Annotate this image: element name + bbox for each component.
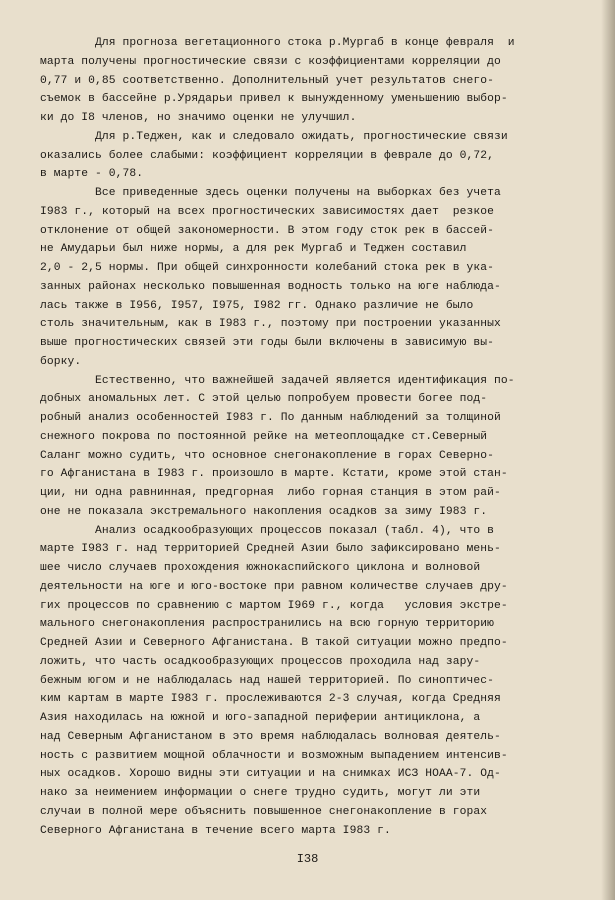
text-line: 0,77 и 0,85 соответственно. Дополнительный учет результатов снего- [40,74,495,87]
text-line: ложить, что часть осадкообразующих процессов проходила над зару- [40,655,481,668]
text-line: оне не показала экстремального накопления осадков за зиму I983 г. [40,505,488,518]
text-line: ность с развитием мощной облачности и возможным выпадением интенсив- [40,749,508,762]
text-line: Все приведенные здесь оценки получены на выборках без учета [40,187,501,199]
body-text [40,34,580,840]
text-line: 2,0 - 2,5 нормы. При общей синхронности колебаний стока рек в ука- [40,262,495,274]
text-line: бежным югом и не наблюдалась над нашей территорией. По синоптичес- [40,674,495,687]
text-line: I983 г., который на всех прогностических зависимостях дает резкое [40,205,495,218]
text-line: гих процессов по сравнению с мартом I969 г., когда условия экстре- [40,599,508,612]
text-line: мального снегонакопления распространились на всю горную территорию [40,618,495,631]
text-line: занных районах несколько повышенная водность только на юге наблюда- [40,280,501,293]
text-line: ким картам в марте I983 г. прослеживаются 2-3 случая, когда Средняя [40,693,501,706]
text-line: го Афганистана в I983 г. произошло в марте. Кстати, кроме этой стан- [40,468,508,481]
text-line: Естественно, что важнейшей задачей является идентификация по- [40,374,515,387]
text-line: деятельности на юге и юго-востоке при равном количестве случаев дру- [40,580,508,593]
text-line: нако за неимением информации о снеге трудно судить, могут ли эти [40,787,481,799]
text-line: выше прогностических связей эти годы были включены в зависимую вы- [40,337,495,349]
text-line: столь значительным, как в I983 г., поэтому при построении указанных [40,318,501,331]
text-line: шее число случаев прохождения южнокаспийского циклона и волновой [40,562,481,574]
text-line: ных осадков. Хорошо видны эти ситуации и на снимках ИСЗ НОАА-7. Од- [40,768,501,781]
text-line: Для прогноза вегетационного стока р.Мургаб в конце февраля и [40,37,515,49]
text-line: робный анализ особенностей I983 г. По данным наблюдений за толщиной [40,412,501,424]
text-line: ции, ни одна равнинная, предгорная либо горная станция в этом рай- [40,487,501,499]
text-line: снежного покрова по постоянной рейке на метеоплощадке ст.Северный [40,430,488,443]
text-line: отклонение от общей закономерности. В этом году сток рек в бассей- [40,224,495,237]
text-line: съемок в бассейне р.Урядарьи привел к вынужденному уменьшению выбор- [40,93,508,106]
text-line: ки до I8 членов, но значимо оценки не улучшил. [40,112,357,124]
text-line: случаи в полной мере объяснить повышенное снегонакопление в горах [40,805,488,818]
text-line: Для р.Теджен, как и следовало ожидать, прогностические связи [40,130,508,143]
text-line: Саланг можно судить, что основное снегонакопление в горах Северно- [40,449,495,462]
text-line: Азия находилась на южной и юго-западной периферии антициклона, а [40,712,481,724]
text-line: над Северным Афганистаном в это время наблюдалась волновая деятель- [40,730,501,743]
text-line: Северного Афганистана в течение всего марта I983 г. [40,824,391,837]
text-line: не Амударьи был ниже нормы, а для рек Мургаб и Теджен составил [40,243,467,256]
text-line: борку. [40,355,82,368]
text-line: марте I983 г. над территорией Средней Азии было зафиксировано мень- [40,543,501,556]
text-line: Анализ осадкообразующих процессов показал (табл. 4), что в [40,524,495,537]
text-line: Средней Азии и Северного Афганистана. В такой ситуации можно предпо- [40,637,508,649]
text-line: марта получены прогностические связи с коэффициентами корреляции до [40,55,501,68]
text-line: оказались более слабыми: коэффициент корреляции в феврале до 0,72, [40,149,495,162]
text-line: лась также в I956, I957, I975, I982 гг. Однако различие не было [40,299,474,312]
page-number: I38 [296,852,319,866]
text-line: добных аномальных лет. С этой целью попробуем провести богее под- [40,393,488,406]
text-line: в марте - 0,78. [40,168,144,181]
